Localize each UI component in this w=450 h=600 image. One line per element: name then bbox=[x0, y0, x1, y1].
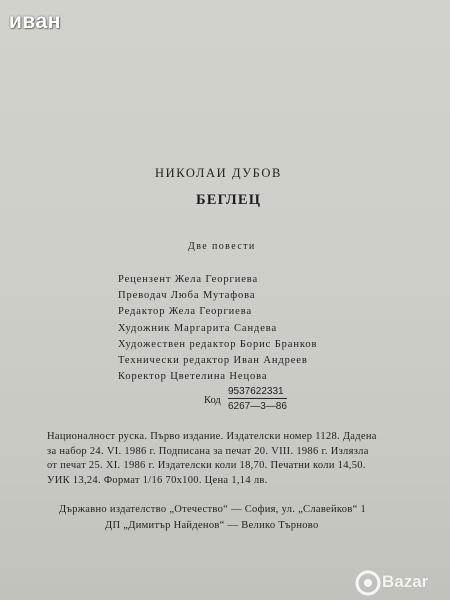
book-subtitle: Две повести bbox=[188, 241, 256, 252]
book-title: БЕГЛЕЦ bbox=[196, 192, 262, 208]
watermark-text: иван bbox=[9, 10, 61, 33]
credit-line: Рецензент Жела Георгиева bbox=[118, 274, 259, 285]
credit-line: Художествен редактор Борис Бранков bbox=[118, 338, 318, 350]
credit-line: Редактор Жела Георгиева bbox=[118, 306, 253, 318]
credit-line: Преводач Люба Мутафова bbox=[118, 290, 256, 302]
imprint-line: УИК 13,24. Формат 1/16 70x100. Цена 1,14 лв. bbox=[47, 474, 268, 486]
bazar-logo bbox=[354, 568, 446, 598]
code-values bbox=[228, 386, 287, 412]
imprint-line: от печат 25. XI. 1986 г. Издателски коли 18,70. Печатни коли 14,50. bbox=[47, 460, 366, 472]
bazar-logo-icon bbox=[354, 569, 382, 597]
publisher-line: Държавно издателство „Отечество“ — София, ул. „Славейков“ 1 bbox=[59, 504, 367, 515]
credit-line: Технически редактор Иван Андреев bbox=[118, 355, 308, 367]
author-name: НИКОЛАИ ДУБОВ bbox=[155, 166, 282, 180]
credits-list bbox=[118, 272, 317, 385]
credit-line: Художник Маргарита Сандева bbox=[118, 322, 278, 334]
imprint-line: за набор 24. VI. 1986 г. Подписана за печат 20. VIII. 1986 г. Излязла bbox=[47, 445, 369, 457]
imprint-line: Националност руска. Първо издание. Издателски номер 1128. Дадена bbox=[47, 431, 377, 442]
bazar-logo-text: Bazar bbox=[382, 572, 429, 591]
code-label: Код bbox=[204, 395, 221, 406]
printer-line: ДП „Димитър Найденов“ — Велико Търново bbox=[105, 520, 319, 531]
imprint-block bbox=[47, 430, 417, 488]
credit-line: Коректор Цветелина Нецова bbox=[118, 371, 268, 383]
code-number: 9537622331 bbox=[228, 386, 287, 399]
publisher-block bbox=[59, 502, 429, 534]
code-series: 6267—3—86 bbox=[228, 401, 287, 412]
